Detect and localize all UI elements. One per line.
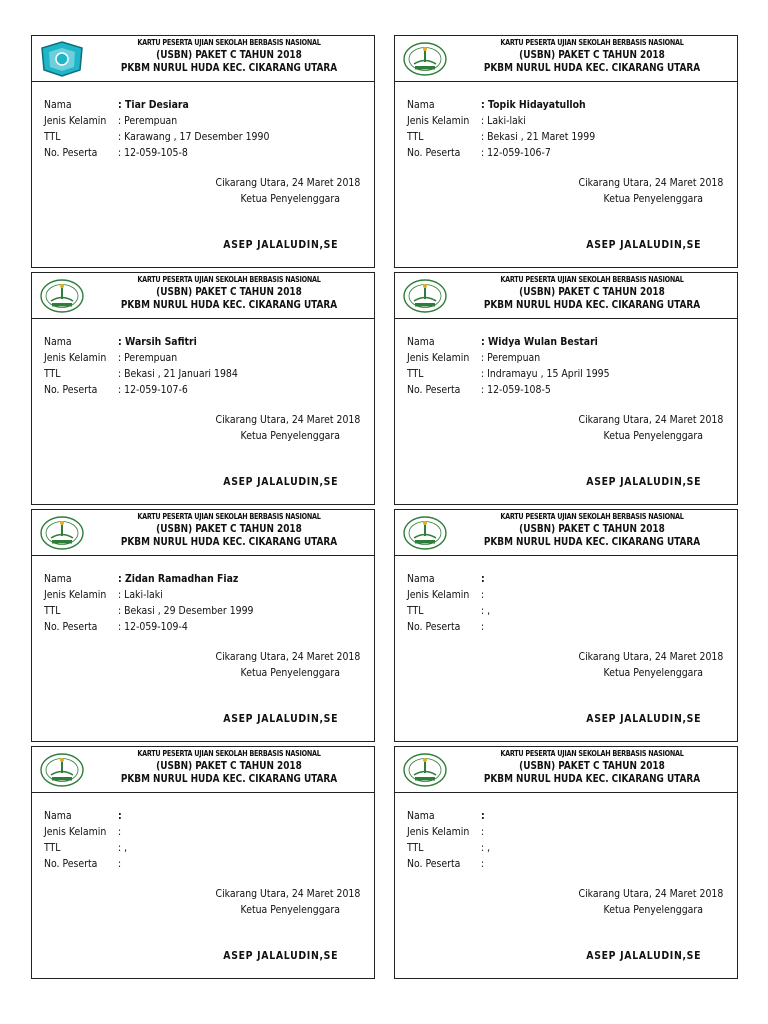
- value-jk: : Perempuan: [481, 351, 541, 364]
- label-no: No. Peserta: [407, 857, 461, 870]
- row-no: [44, 620, 366, 636]
- place-date: Cikarang Utara, 24 Maret 2018: [578, 413, 723, 426]
- label-jk: Jenis Kelamin: [44, 588, 107, 601]
- header-line1: KARTU PESERTA UJIAN SEKOLAH BERBASIS NASIONAL: [500, 275, 684, 284]
- row-no: [407, 383, 729, 399]
- row-jk: [44, 825, 366, 841]
- card-header: [32, 510, 374, 556]
- label-no: No. Peserta: [407, 146, 461, 159]
- header-line1: KARTU PESERTA UJIAN SEKOLAH BERBASIS NASIONAL: [137, 749, 321, 758]
- value-nama: : Zidan Ramadhan Fiaz: [118, 572, 239, 585]
- row-ttl: [44, 604, 366, 620]
- value-no: : 12-059-105-8: [118, 146, 188, 159]
- value-ttl: : Karawang , 17 Desember 1990: [118, 130, 270, 143]
- value-jk: : Perempuan: [118, 114, 178, 127]
- row-ttl: [407, 841, 729, 857]
- card-header: [395, 273, 737, 319]
- row-no: [44, 383, 366, 399]
- row-jk: [407, 588, 729, 604]
- card-header: [32, 273, 374, 319]
- pkbm-logo-icon: [38, 277, 86, 315]
- signer: ASEP JALALUDIN,SE: [223, 949, 338, 962]
- signer: ASEP JALALUDIN,SE: [586, 475, 701, 488]
- label-jk: Jenis Kelamin: [407, 114, 470, 127]
- value-ttl: : ,: [481, 841, 491, 854]
- row-nama: [407, 335, 729, 351]
- role: Ketua Penyelenggara: [603, 429, 703, 442]
- value-ttl: : ,: [481, 604, 491, 617]
- header-line1: KARTU PESERTA UJIAN SEKOLAH BERBASIS NASIONAL: [137, 275, 321, 284]
- row-nama: [407, 98, 729, 114]
- pkbm-logo-icon: [401, 751, 449, 789]
- value-jk: :: [118, 825, 122, 838]
- row-jk: [407, 351, 729, 367]
- header-line3: PKBM NURUL HUDA KEC. CIKARANG UTARA: [120, 297, 338, 311]
- value-nama: : Widya Wulan Bestari: [481, 335, 598, 348]
- value-nama: :: [118, 809, 122, 822]
- card-header: [395, 510, 737, 556]
- label-ttl: TTL: [44, 604, 61, 617]
- label-jk: Jenis Kelamin: [407, 825, 470, 838]
- value-no: :: [481, 857, 485, 870]
- header-line3: PKBM NURUL HUDA KEC. CIKARANG UTARA: [483, 771, 701, 785]
- role: Ketua Penyelenggara: [603, 666, 703, 679]
- row-ttl: [407, 367, 729, 383]
- label-jk: Jenis Kelamin: [44, 351, 107, 364]
- value-jk: : Perempuan: [118, 351, 178, 364]
- label-ttl: TTL: [44, 130, 61, 143]
- place-date: Cikarang Utara, 24 Maret 2018: [578, 887, 723, 900]
- participant-card: [394, 746, 738, 979]
- place-date: Cikarang Utara, 24 Maret 2018: [578, 176, 723, 189]
- card-header: [32, 36, 374, 82]
- row-nama: [44, 335, 366, 351]
- role: Ketua Penyelenggara: [240, 429, 340, 442]
- header-line1: KARTU PESERTA UJIAN SEKOLAH BERBASIS NASIONAL: [500, 38, 684, 47]
- pkbm-logo-icon: [401, 514, 449, 552]
- signer: ASEP JALALUDIN,SE: [223, 712, 338, 725]
- header-line3: PKBM NURUL HUDA KEC. CIKARANG UTARA: [483, 297, 701, 311]
- label-ttl: TTL: [407, 130, 424, 143]
- label-no: No. Peserta: [44, 857, 98, 870]
- place-date: Cikarang Utara, 24 Maret 2018: [215, 413, 360, 426]
- row-nama: [44, 809, 366, 825]
- value-ttl: : Indramayu , 15 April 1995: [481, 367, 610, 380]
- label-ttl: TTL: [44, 841, 61, 854]
- label-no: No. Peserta: [44, 383, 98, 396]
- label-nama: Nama: [44, 572, 72, 585]
- label-no: No. Peserta: [407, 620, 461, 633]
- row-jk: [407, 114, 729, 130]
- participant-card: [394, 272, 738, 505]
- place-date: Cikarang Utara, 24 Maret 2018: [578, 650, 723, 663]
- row-nama: [44, 98, 366, 114]
- role: Ketua Penyelenggara: [603, 903, 703, 916]
- header-line1: KARTU PESERTA UJIAN SEKOLAH BERBASIS NASIONAL: [500, 512, 684, 521]
- header-line2: (USBN) PAKET C TAHUN 2018: [156, 284, 302, 298]
- header-line2: (USBN) PAKET C TAHUN 2018: [519, 47, 665, 61]
- header-line3: PKBM NURUL HUDA KEC. CIKARANG UTARA: [483, 534, 701, 548]
- value-no: : 12-059-108-5: [481, 383, 551, 396]
- label-ttl: TTL: [44, 367, 61, 380]
- row-jk: [44, 351, 366, 367]
- row-ttl: [44, 367, 366, 383]
- label-ttl: TTL: [407, 841, 424, 854]
- role: Ketua Penyelenggara: [240, 903, 340, 916]
- label-nama: Nama: [44, 809, 72, 822]
- value-no: : 12-059-107-6: [118, 383, 188, 396]
- pkbm-logo-icon: [401, 277, 449, 315]
- value-no: : 12-059-109-4: [118, 620, 188, 633]
- header-line2: (USBN) PAKET C TAHUN 2018: [519, 758, 665, 772]
- label-nama: Nama: [44, 335, 72, 348]
- header-line3: PKBM NURUL HUDA KEC. CIKARANG UTARA: [120, 60, 338, 74]
- value-ttl: : Bekasi , 29 Desember 1999: [118, 604, 254, 617]
- role: Ketua Penyelenggara: [240, 192, 340, 205]
- header-line2: (USBN) PAKET C TAHUN 2018: [156, 521, 302, 535]
- signer: ASEP JALALUDIN,SE: [586, 949, 701, 962]
- value-ttl: : Bekasi , 21 Maret 1999: [481, 130, 596, 143]
- row-no: [407, 857, 729, 873]
- value-ttl: : ,: [118, 841, 128, 854]
- participant-card: [31, 35, 375, 268]
- header-line3: PKBM NURUL HUDA KEC. CIKARANG UTARA: [120, 534, 338, 548]
- pkbm-logo-icon: [38, 514, 86, 552]
- row-no: [44, 146, 366, 162]
- card-header: [32, 747, 374, 793]
- label-nama: Nama: [407, 809, 435, 822]
- value-jk: : Laki-laki: [118, 588, 163, 601]
- label-nama: Nama: [407, 335, 435, 348]
- pkbm-logo-icon: [38, 751, 86, 789]
- header-line1: KARTU PESERTA UJIAN SEKOLAH BERBASIS NASIONAL: [137, 38, 321, 47]
- value-no: :: [118, 857, 122, 870]
- header-line1: KARTU PESERTA UJIAN SEKOLAH BERBASIS NASIONAL: [137, 512, 321, 521]
- participant-card: [394, 35, 738, 268]
- header-line1: KARTU PESERTA UJIAN SEKOLAH BERBASIS NASIONAL: [500, 749, 684, 758]
- row-ttl: [407, 130, 729, 146]
- role: Ketua Penyelenggara: [603, 192, 703, 205]
- row-no: [407, 146, 729, 162]
- row-jk: [44, 588, 366, 604]
- role: Ketua Penyelenggara: [240, 666, 340, 679]
- row-no: [44, 857, 366, 873]
- place-date: Cikarang Utara, 24 Maret 2018: [215, 650, 360, 663]
- label-jk: Jenis Kelamin: [407, 588, 470, 601]
- row-ttl: [44, 841, 366, 857]
- value-nama: :: [481, 809, 485, 822]
- value-nama: : Tiar Desiara: [118, 98, 189, 111]
- card-header: [395, 747, 737, 793]
- value-ttl: : Bekasi , 21 Januari 1984: [118, 367, 238, 380]
- label-no: No. Peserta: [407, 383, 461, 396]
- value-nama: : Warsih Safitri: [118, 335, 197, 348]
- row-nama: [44, 572, 366, 588]
- place-date: Cikarang Utara, 24 Maret 2018: [215, 176, 360, 189]
- label-no: No. Peserta: [44, 146, 98, 159]
- row-ttl: [407, 604, 729, 620]
- header-line3: PKBM NURUL HUDA KEC. CIKARANG UTARA: [120, 771, 338, 785]
- value-jk: :: [481, 588, 485, 601]
- row-nama: [407, 809, 729, 825]
- card-header: [395, 36, 737, 82]
- row-jk: [407, 825, 729, 841]
- header-line2: (USBN) PAKET C TAHUN 2018: [156, 47, 302, 61]
- participant-card: [394, 509, 738, 742]
- label-jk: Jenis Kelamin: [44, 825, 107, 838]
- value-nama: : Topik Hidayatulloh: [481, 98, 586, 111]
- label-ttl: TTL: [407, 604, 424, 617]
- row-no: [407, 620, 729, 636]
- header-line2: (USBN) PAKET C TAHUN 2018: [519, 521, 665, 535]
- label-no: No. Peserta: [44, 620, 98, 633]
- signer: ASEP JALALUDIN,SE: [223, 475, 338, 488]
- signer: ASEP JALALUDIN,SE: [586, 238, 701, 251]
- row-nama: [407, 572, 729, 588]
- participant-card: [31, 746, 375, 979]
- badge-logo-icon: [38, 40, 86, 78]
- participant-card: [31, 272, 375, 505]
- header-line3: PKBM NURUL HUDA KEC. CIKARANG UTARA: [483, 60, 701, 74]
- row-ttl: [44, 130, 366, 146]
- label-nama: Nama: [407, 98, 435, 111]
- row-jk: [44, 114, 366, 130]
- header-line2: (USBN) PAKET C TAHUN 2018: [156, 758, 302, 772]
- signer: ASEP JALALUDIN,SE: [223, 238, 338, 251]
- value-no: : 12-059-106-7: [481, 146, 551, 159]
- value-nama: :: [481, 572, 485, 585]
- participant-card: [31, 509, 375, 742]
- label-jk: Jenis Kelamin: [407, 351, 470, 364]
- label-ttl: TTL: [407, 367, 424, 380]
- label-jk: Jenis Kelamin: [44, 114, 107, 127]
- pkbm-logo-icon: [401, 40, 449, 78]
- place-date: Cikarang Utara, 24 Maret 2018: [215, 887, 360, 900]
- signer: ASEP JALALUDIN,SE: [586, 712, 701, 725]
- label-nama: Nama: [407, 572, 435, 585]
- value-no: :: [481, 620, 485, 633]
- label-nama: Nama: [44, 98, 72, 111]
- value-jk: :: [481, 825, 485, 838]
- value-jk: : Laki-laki: [481, 114, 526, 127]
- header-line2: (USBN) PAKET C TAHUN 2018: [519, 284, 665, 298]
